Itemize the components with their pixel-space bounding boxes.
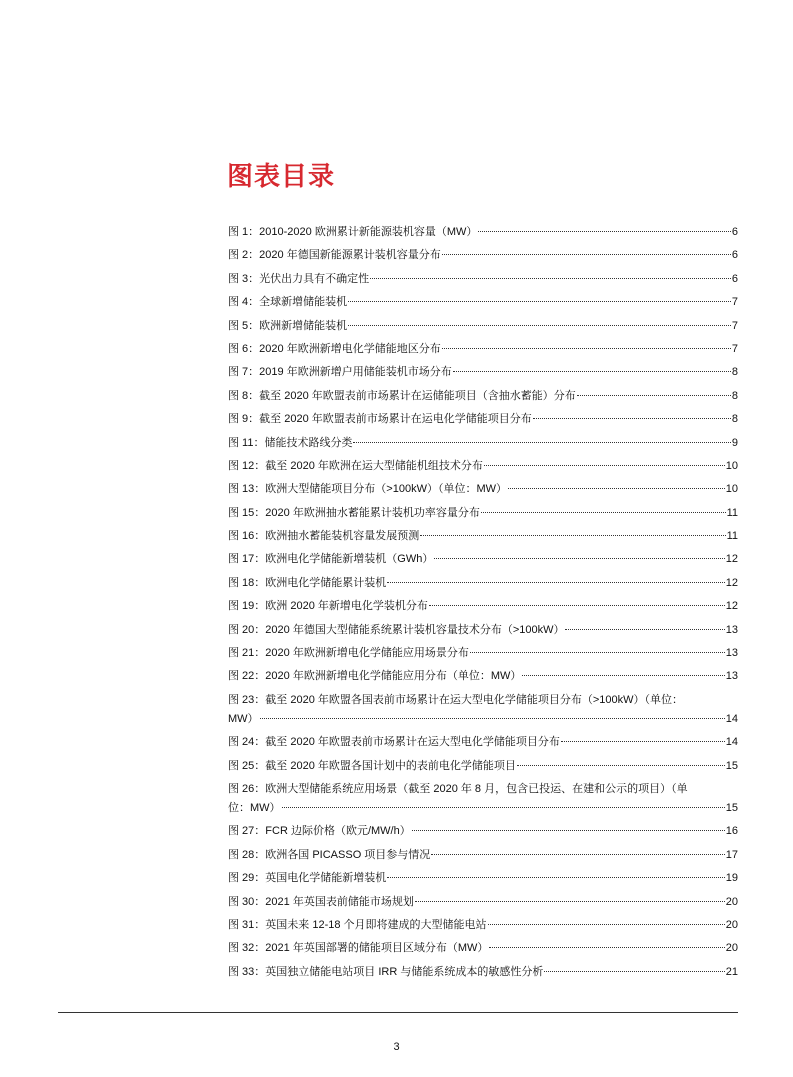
toc-entry[interactable] — [228, 363, 738, 382]
page-number: 3 — [393, 1041, 400, 1053]
toc-entry-page[interactable]: 14 — [725, 736, 738, 749]
toc-entry-title[interactable]: 图 4：全球新增储能装机 — [228, 296, 348, 309]
toc-entry-page[interactable]: 8 — [731, 413, 738, 426]
toc-entry-title[interactable]: 图 24：截至 2020 年欧盟表前市场累计在运大型电化学储能项目分布 — [228, 736, 560, 749]
toc-entry-title[interactable]: 图 18：欧洲电化学储能累计装机 — [228, 576, 387, 589]
toc-entry-title[interactable]: 图 13：欧洲大型储能项目分布（>100kW）（单位：MW） — [228, 483, 507, 496]
dot-leader — [353, 442, 730, 443]
footer-divider — [58, 1012, 738, 1013]
toc-entry-title[interactable]: 图 32：2021 年英国部署的储能项目区域分布（MW） — [228, 942, 489, 955]
toc-entry[interactable] — [228, 480, 738, 499]
toc-entry[interactable] — [228, 597, 738, 616]
toc-entry-title[interactable]: 图 19：欧洲 2020 年新增电化学装机分布 — [228, 600, 428, 613]
toc-entry-page[interactable]: 15 — [725, 759, 738, 772]
toc-entry[interactable] — [228, 270, 738, 289]
toc-entry-title[interactable]: 图 33：英国独立储能电站项目 IRR 与储能系统成本的敏感性分析 — [228, 965, 544, 978]
toc-entry-page[interactable]: 11 — [726, 530, 738, 543]
toc-entry[interactable] — [228, 504, 738, 523]
toc-entry[interactable] — [228, 317, 738, 336]
toc-entry[interactable] — [228, 550, 738, 569]
toc-entry-title[interactable]: 图 2：2020 年德国新能源累计装机容量分布 — [228, 249, 441, 262]
toc-entry-title[interactable]: 图 16：欧洲抽水蓄能装机容量发展预测 — [228, 530, 420, 543]
toc-entry-page[interactable]: 20 — [725, 918, 738, 931]
dot-leader — [420, 535, 725, 536]
dot-leader — [577, 395, 731, 396]
toc-entry-title[interactable]: 图 8：截至 2020 年欧盟表前市场累计在运储能项目（含抽水蓄能）分布 — [228, 389, 576, 402]
toc-entry-page[interactable]: 9 — [731, 436, 738, 449]
toc-entry-title[interactable]: 图 17：欧洲电化学储能新增装机（GWh） — [228, 553, 434, 566]
toc-entry-title[interactable]: 图 5：欧洲新增储能装机 — [228, 319, 348, 332]
toc-entry[interactable] — [228, 757, 738, 776]
toc-entry-page[interactable]: 21 — [725, 965, 738, 978]
dot-leader — [387, 877, 724, 878]
dot-leader — [561, 741, 725, 742]
toc-entry-title[interactable]: 图 28：欧洲各国 PICASSO 项目参与情况 — [228, 848, 431, 861]
toc-entry-page[interactable]: 11 — [726, 506, 738, 519]
dot-leader — [442, 348, 731, 349]
toc-entry[interactable] — [228, 667, 738, 686]
toc-entry[interactable] — [228, 733, 738, 752]
dot-leader — [508, 488, 725, 489]
toc-entry[interactable] — [228, 963, 738, 982]
toc-entry-title[interactable]: 图 22：2020 年欧洲新增电化学储能应用分布（单位：MW） — [228, 670, 522, 683]
dot-leader — [470, 652, 725, 653]
toc-entry-title[interactable]: 图 29：英国电化学储能新增装机 — [228, 872, 387, 885]
toc-entry[interactable] — [228, 457, 738, 476]
dot-leader — [431, 854, 724, 855]
dot-leader — [484, 465, 725, 466]
toc-heading: 图表目录 — [227, 162, 336, 192]
dot-leader — [481, 512, 726, 513]
toc-entry-title[interactable]: 图 15：2020 年欧洲抽水蓄能累计装机功率容量分布 — [228, 506, 480, 519]
figure-list — [228, 223, 738, 986]
toc-entry[interactable] — [228, 410, 738, 429]
toc-entry[interactable] — [228, 869, 738, 888]
toc-entry-title[interactable]: 图 3：光伏出力具有不确定性 — [228, 272, 370, 285]
dot-leader — [348, 325, 731, 326]
toc-entry-title[interactable]: 图 7：2019 年欧洲新增户用储能装机市场分布 — [228, 366, 452, 379]
toc-entry[interactable] — [228, 780, 738, 818]
toc-entry[interactable] — [228, 846, 738, 865]
dot-leader — [260, 718, 725, 719]
dot-leader — [415, 901, 725, 902]
toc-entry-title[interactable]: 图 25：截至 2020 年欧盟各国计划中的表前电化学储能项目 — [228, 759, 516, 772]
toc-entry-page[interactable]: 20 — [725, 895, 738, 908]
dot-leader — [442, 254, 731, 255]
toc-entry[interactable] — [228, 939, 738, 958]
toc-entry-page[interactable]: 7 — [731, 342, 738, 355]
toc-entry-title[interactable]: 图 23：截至 2020 年欧盟各国表前市场累计在运大型电化学储能项目分布（>100kW）（单位： — [228, 693, 684, 706]
toc-entry-title[interactable]: 图 20：2020 年德国大型储能系统累计装机容量技术分布（>100kW） — [228, 623, 565, 636]
toc-entry-page[interactable]: 12 — [725, 553, 738, 566]
toc-entry-title[interactable]: 图 27：FCR 边际价格（欧元/MW/h） — [228, 825, 411, 838]
toc-entry[interactable] — [228, 293, 738, 312]
toc-entry-page[interactable]: 14 — [725, 712, 738, 725]
toc-entry-page[interactable]: 6 — [731, 272, 738, 285]
toc-entry-title[interactable]: 图 30：2021 年英国表前储能市场规划 — [228, 895, 414, 908]
dot-leader — [453, 371, 731, 372]
toc-entry-page[interactable]: 12 — [725, 576, 738, 589]
toc-entry[interactable] — [228, 434, 738, 453]
dot-leader — [348, 301, 731, 302]
toc-entry-title[interactable]: 图 12：截至 2020 年欧洲在运大型储能机组技术分布 — [228, 459, 483, 472]
toc-entry-title[interactable]: 图 21：2020 年欧洲新增电化学储能应用场景分布 — [228, 647, 469, 660]
toc-entry-title[interactable]: 图 31：英国未来 12-18 个月即将建成的大型储能电站 — [228, 918, 487, 931]
toc-entry-title[interactable]: 位：MW） — [228, 801, 281, 814]
toc-entry-page[interactable]: 15 — [725, 801, 738, 814]
dot-leader — [370, 278, 731, 279]
toc-entry[interactable] — [228, 822, 738, 841]
toc-entry-page[interactable]: 17 — [725, 848, 738, 861]
toc-entry-page[interactable]: 7 — [731, 319, 738, 332]
toc-entry-page[interactable]: 13 — [725, 623, 738, 636]
toc-entry-page[interactable]: 12 — [725, 600, 738, 613]
dot-leader — [434, 558, 724, 559]
toc-entry-page[interactable]: 6 — [731, 249, 738, 262]
toc-entry-page[interactable]: 20 — [725, 942, 738, 955]
toc-entry-page[interactable]: 16 — [725, 825, 738, 838]
toc-entry-title[interactable]: MW） — [228, 712, 259, 725]
toc-entry[interactable] — [228, 893, 738, 912]
dot-leader — [544, 971, 724, 972]
toc-entry-page[interactable]: 10 — [725, 459, 738, 472]
toc-entry-page[interactable]: 10 — [725, 483, 738, 496]
dot-leader — [565, 629, 724, 630]
dot-leader — [489, 947, 724, 948]
dot-leader — [429, 605, 725, 606]
toc-entry-title[interactable]: 图 26：欧洲大型储能系统应用场景（截至 2020 年 8 月，包含已投运、在建和公示的项目）（单 — [228, 782, 688, 795]
dot-leader — [478, 231, 730, 232]
toc-entry-title[interactable]: 图 9：截至 2020 年欧盟表前市场累计在运电化学储能项目分布 — [228, 413, 532, 426]
toc-entry[interactable] — [228, 916, 738, 935]
toc-entry-title[interactable]: 图 1：2010-2020 欧洲累计新能源装机容量（MW） — [228, 226, 478, 238]
toc-entry-page[interactable]: 8 — [731, 366, 738, 379]
toc-entry-page[interactable]: 8 — [731, 389, 738, 402]
toc-entry-title[interactable]: 图 11：储能技术路线分类 — [228, 436, 353, 449]
toc-entry[interactable] — [228, 574, 738, 593]
toc-entry[interactable] — [228, 223, 738, 242]
dot-leader — [387, 582, 724, 583]
toc-entry[interactable] — [228, 621, 738, 640]
dot-leader — [488, 924, 725, 925]
toc-entry-title[interactable]: 图 6：2020 年欧洲新增电化学储能地区分布 — [228, 342, 441, 355]
dot-leader — [282, 807, 725, 808]
toc-entry[interactable] — [228, 691, 738, 729]
dot-leader — [533, 418, 731, 419]
toc-entry-page[interactable]: 13 — [725, 670, 738, 683]
toc-entry-page[interactable]: 6 — [731, 226, 738, 238]
toc-entry[interactable] — [228, 644, 738, 663]
dot-leader — [412, 830, 725, 831]
dot-leader — [522, 675, 724, 676]
toc-entry-page[interactable]: 13 — [725, 647, 738, 660]
toc-entry[interactable] — [228, 387, 738, 406]
toc-entry[interactable] — [228, 527, 738, 546]
toc-entry-page[interactable]: 19 — [725, 872, 738, 885]
dot-leader — [517, 765, 725, 766]
toc-entry-page[interactable]: 7 — [731, 296, 738, 309]
toc-entry[interactable] — [228, 340, 738, 359]
toc-entry[interactable] — [228, 246, 738, 265]
